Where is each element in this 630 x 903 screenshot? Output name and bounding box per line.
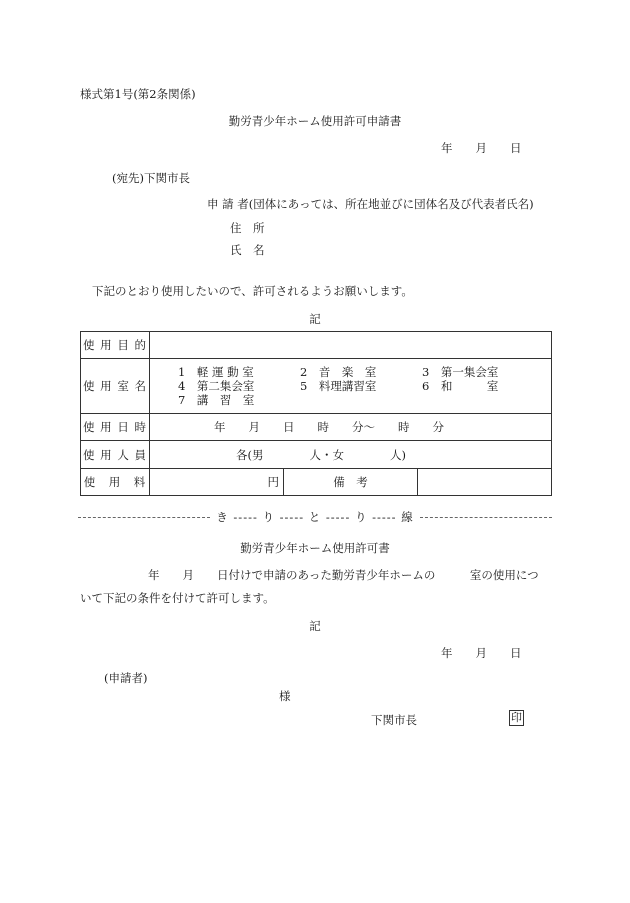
permit-date: 年 月 日 (441, 646, 522, 660)
room-option: 7 講 習 室 (178, 393, 255, 407)
room-label: 使 用 室 名 (81, 359, 150, 414)
permit-ki-heading: 記 (309, 619, 321, 633)
permit-sama: 様 (279, 689, 291, 703)
ki-heading: 記 (309, 312, 321, 326)
room-row (81, 359, 552, 414)
permit-title: 勤労青少年ホーム使用許可書 (240, 541, 390, 555)
fee-field[interactable]: 円 (150, 469, 284, 496)
room-options (150, 359, 552, 414)
purpose-field[interactable] (150, 332, 552, 359)
people-field[interactable]: 各(男 人・女 人) (150, 441, 552, 469)
permit-body-line2: いて下記の条件を付けて許可します。 (80, 591, 275, 605)
room-option: 1 軽 運 動 室 (178, 365, 254, 379)
name-label: 氏 名 (230, 243, 265, 257)
room-option: 3 第一集会室 (422, 365, 499, 379)
datetime-row (81, 414, 552, 441)
permit-mayor: 下関市長 (371, 713, 417, 727)
permit-applicant: (申請者) (104, 671, 148, 685)
application-table (80, 331, 552, 496)
people-row (81, 441, 552, 469)
room-option: 5 料理講習室 (300, 379, 377, 393)
remarks-label: 備 考 (284, 469, 418, 496)
request-text: 下記のとおり使用したいので、許可されるようお願いします。 (92, 284, 413, 298)
cut-line-text: き ----- り ----- と ----- り ----- 線 (216, 510, 414, 524)
datetime-label: 使 用 日 時 (81, 414, 150, 441)
purpose-label: 使 用 目 的 (81, 332, 150, 359)
room-option: 4 第二集会室 (178, 379, 255, 393)
purpose-row (81, 332, 552, 359)
form-number: 様式第1号(第2条関係) (80, 87, 196, 101)
address-label: 住 所 (230, 221, 265, 235)
datetime-field[interactable]: 年 月 日 時 分～ 時 分 (150, 414, 552, 441)
remarks-field[interactable] (418, 469, 552, 496)
addressee: (宛先)下関市長 (112, 171, 190, 185)
room-option: 6 和 室 (422, 379, 499, 393)
people-label: 使 用 人 員 (81, 441, 150, 469)
application-title: 勤労青少年ホーム使用許可申請書 (228, 114, 402, 128)
cut-line-dash-left (78, 517, 210, 518)
seal-mark: 印 (511, 711, 522, 724)
fee-label: 使 用 料 (81, 469, 150, 496)
cut-line-dash-right (420, 517, 552, 518)
application-date: 年 月 日 (441, 141, 522, 155)
room-option: 2 音 楽 室 (300, 365, 377, 379)
permit-body-line1: 年 月 日付けで申請のあった勤労青少年ホームの 室の使用につ (148, 568, 539, 582)
cut-line (78, 510, 552, 524)
fee-row (81, 469, 552, 496)
applicant-label: 申 請 者(団体にあっては、所在地並びに団体名及び代表者氏名) (207, 197, 534, 211)
